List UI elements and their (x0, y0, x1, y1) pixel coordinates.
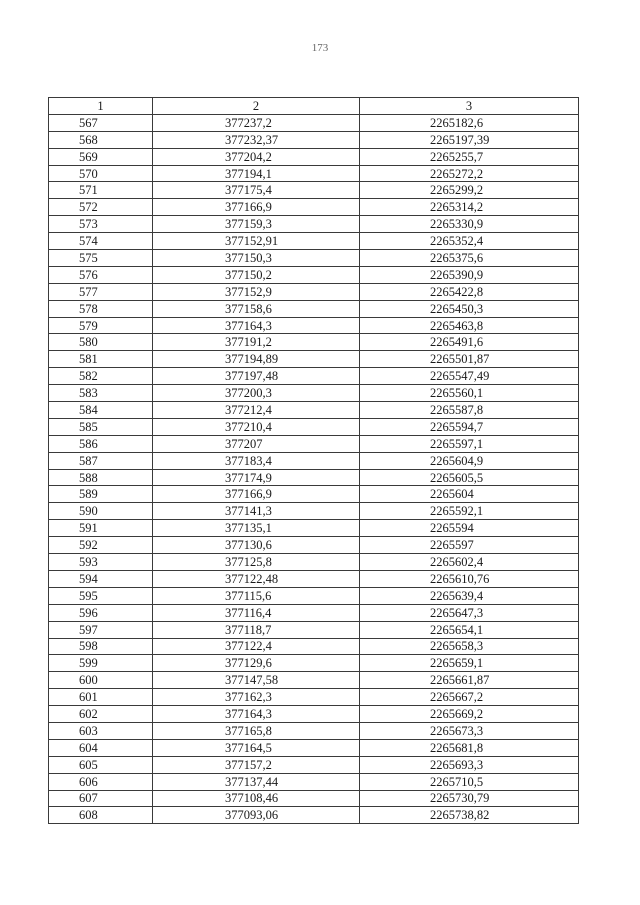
point-number-cell: 600 (49, 672, 153, 689)
table-row (49, 554, 579, 571)
point-number-cell: 585 (49, 418, 153, 435)
point-number-cell: 583 (49, 385, 153, 402)
point-number-cell: 607 (49, 790, 153, 807)
x-coordinate-cell: 377212,4 (153, 402, 360, 419)
y-coordinate-cell: 2265450,3 (360, 300, 579, 317)
table-row (49, 604, 579, 621)
point-number-cell: 594 (49, 570, 153, 587)
y-coordinate-cell: 2265547,49 (360, 368, 579, 385)
y-coordinate-cell: 2265330,9 (360, 216, 579, 233)
y-coordinate-cell: 2265375,6 (360, 250, 579, 267)
y-coordinate-cell: 2265658,3 (360, 638, 579, 655)
x-coordinate-cell: 377183,4 (153, 452, 360, 469)
y-coordinate-cell: 2265352,4 (360, 233, 579, 250)
point-number-cell: 604 (49, 739, 153, 756)
table-row (49, 435, 579, 452)
point-number-cell: 593 (49, 554, 153, 571)
point-number-cell: 595 (49, 587, 153, 604)
point-number-cell: 603 (49, 722, 153, 739)
point-number-cell: 569 (49, 148, 153, 165)
point-number-cell: 567 (49, 114, 153, 131)
y-coordinate-cell: 2265560,1 (360, 385, 579, 402)
table-row (49, 790, 579, 807)
table-row (49, 283, 579, 300)
x-coordinate-cell: 377174,9 (153, 469, 360, 486)
x-coordinate-cell: 377115,6 (153, 587, 360, 604)
point-number-cell: 572 (49, 199, 153, 216)
table-row (49, 570, 579, 587)
y-coordinate-cell: 2265587,8 (360, 402, 579, 419)
table-row (49, 739, 579, 756)
y-coordinate-cell: 2265647,3 (360, 604, 579, 621)
point-number-cell: 597 (49, 621, 153, 638)
point-number-cell: 591 (49, 520, 153, 537)
x-coordinate-cell: 377162,3 (153, 689, 360, 706)
y-coordinate-cell: 2265299,2 (360, 182, 579, 199)
y-coordinate-cell: 2265390,9 (360, 266, 579, 283)
x-coordinate-cell: 377130,6 (153, 537, 360, 554)
point-number-cell: 586 (49, 435, 153, 452)
table-row (49, 503, 579, 520)
x-coordinate-cell: 377164,3 (153, 317, 360, 334)
y-coordinate-cell: 2265669,2 (360, 706, 579, 723)
point-number-cell: 592 (49, 537, 153, 554)
point-number-cell: 589 (49, 486, 153, 503)
table-row (49, 672, 579, 689)
y-coordinate-cell: 2265681,8 (360, 739, 579, 756)
header-row (49, 98, 579, 115)
x-coordinate-cell: 377191,2 (153, 334, 360, 351)
point-number-cell: 608 (49, 807, 153, 824)
table-row (49, 807, 579, 824)
x-coordinate-cell: 377147,58 (153, 672, 360, 689)
y-coordinate-cell: 2265463,8 (360, 317, 579, 334)
y-coordinate-cell: 2265604 (360, 486, 579, 503)
point-number-cell: 573 (49, 216, 153, 233)
point-number-cell: 596 (49, 604, 153, 621)
point-number-cell: 580 (49, 334, 153, 351)
y-coordinate-cell: 2265730,79 (360, 790, 579, 807)
point-number-cell: 601 (49, 689, 153, 706)
table-row (49, 621, 579, 638)
y-coordinate-cell: 2265605,5 (360, 469, 579, 486)
x-coordinate-cell: 377232,37 (153, 131, 360, 148)
point-number-cell: 588 (49, 469, 153, 486)
table-row (49, 706, 579, 723)
point-number-cell: 590 (49, 503, 153, 520)
point-number-cell: 576 (49, 266, 153, 283)
y-coordinate-cell: 2265597,1 (360, 435, 579, 452)
x-coordinate-cell: 377237,2 (153, 114, 360, 131)
y-coordinate-cell: 2265182,6 (360, 114, 579, 131)
table-row (49, 351, 579, 368)
table-row (49, 114, 579, 131)
table-row (49, 773, 579, 790)
point-number-cell: 598 (49, 638, 153, 655)
x-coordinate-cell: 377125,8 (153, 554, 360, 571)
point-number-cell: 574 (49, 233, 153, 250)
table-row (49, 165, 579, 182)
y-coordinate-cell: 2265604,9 (360, 452, 579, 469)
y-coordinate-cell: 2265667,2 (360, 689, 579, 706)
x-coordinate-cell: 377197,48 (153, 368, 360, 385)
x-coordinate-cell: 377200,3 (153, 385, 360, 402)
x-coordinate-cell: 377150,3 (153, 250, 360, 267)
x-coordinate-cell: 377204,2 (153, 148, 360, 165)
point-number-cell: 584 (49, 402, 153, 419)
point-number-cell: 602 (49, 706, 153, 723)
y-coordinate-cell: 2265597 (360, 537, 579, 554)
point-number-cell: 579 (49, 317, 153, 334)
table-row (49, 520, 579, 537)
y-coordinate-cell: 2265610,76 (360, 570, 579, 587)
x-coordinate-cell: 377122,4 (153, 638, 360, 655)
table-row (49, 131, 579, 148)
column-header-2: 2 (153, 98, 360, 115)
y-coordinate-cell: 2265654,1 (360, 621, 579, 638)
table-row (49, 418, 579, 435)
x-coordinate-cell: 377194,89 (153, 351, 360, 368)
point-number-cell: 568 (49, 131, 153, 148)
table-row (49, 689, 579, 706)
point-number-cell: 599 (49, 655, 153, 672)
x-coordinate-cell: 377166,9 (153, 199, 360, 216)
point-number-cell: 606 (49, 773, 153, 790)
table-body (49, 114, 579, 823)
x-coordinate-cell: 377164,5 (153, 739, 360, 756)
point-number-cell: 578 (49, 300, 153, 317)
point-number-cell: 582 (49, 368, 153, 385)
table-row (49, 233, 579, 250)
y-coordinate-cell: 2265639,4 (360, 587, 579, 604)
x-coordinate-cell: 377152,91 (153, 233, 360, 250)
y-coordinate-cell: 2265710,5 (360, 773, 579, 790)
y-coordinate-cell: 2265738,82 (360, 807, 579, 824)
x-coordinate-cell: 377141,3 (153, 503, 360, 520)
y-coordinate-cell: 2265661,87 (360, 672, 579, 689)
table-row (49, 334, 579, 351)
table-row (49, 655, 579, 672)
x-coordinate-cell: 377194,1 (153, 165, 360, 182)
y-coordinate-cell: 2265491,6 (360, 334, 579, 351)
x-coordinate-cell: 377137,44 (153, 773, 360, 790)
x-coordinate-cell: 377165,8 (153, 722, 360, 739)
table-row (49, 317, 579, 334)
table-header (49, 98, 579, 115)
y-coordinate-cell: 2265422,8 (360, 283, 579, 300)
table-row (49, 452, 579, 469)
table-row (49, 216, 579, 233)
y-coordinate-cell: 2265314,2 (360, 199, 579, 216)
x-coordinate-cell: 377159,3 (153, 216, 360, 233)
y-coordinate-cell: 2265602,4 (360, 554, 579, 571)
x-coordinate-cell: 377207 (153, 435, 360, 452)
table-row (49, 587, 579, 604)
x-coordinate-cell: 377166,9 (153, 486, 360, 503)
table-row (49, 266, 579, 283)
table-row (49, 722, 579, 739)
point-number-cell: 587 (49, 452, 153, 469)
point-number-cell: 571 (49, 182, 153, 199)
column-header-1: 1 (49, 98, 153, 115)
x-coordinate-cell: 377152,9 (153, 283, 360, 300)
y-coordinate-cell: 2265501,87 (360, 351, 579, 368)
point-number-cell: 575 (49, 250, 153, 267)
table-row (49, 148, 579, 165)
x-coordinate-cell: 377175,4 (153, 182, 360, 199)
table-row (49, 537, 579, 554)
y-coordinate-cell: 2265592,1 (360, 503, 579, 520)
point-number-cell: 605 (49, 756, 153, 773)
point-number-cell: 577 (49, 283, 153, 300)
x-coordinate-cell: 377164,3 (153, 706, 360, 723)
x-coordinate-cell: 377116,4 (153, 604, 360, 621)
table-row (49, 486, 579, 503)
y-coordinate-cell: 2265693,3 (360, 756, 579, 773)
y-coordinate-cell: 2265659,1 (360, 655, 579, 672)
y-coordinate-cell: 2265594,7 (360, 418, 579, 435)
x-coordinate-cell: 377093,06 (153, 807, 360, 824)
x-coordinate-cell: 377158,6 (153, 300, 360, 317)
y-coordinate-cell: 2265197,39 (360, 131, 579, 148)
table-row (49, 182, 579, 199)
y-coordinate-cell: 2265272,2 (360, 165, 579, 182)
y-coordinate-cell: 2265594 (360, 520, 579, 537)
x-coordinate-cell: 377157,2 (153, 756, 360, 773)
y-coordinate-cell: 2265255,7 (360, 148, 579, 165)
column-header-3: 3 (360, 98, 579, 115)
y-coordinate-cell: 2265673,3 (360, 722, 579, 739)
point-number-cell: 581 (49, 351, 153, 368)
table-row (49, 638, 579, 655)
table-row (49, 368, 579, 385)
x-coordinate-cell: 377210,4 (153, 418, 360, 435)
page-number: 173 (311, 42, 329, 54)
x-coordinate-cell: 377108,46 (153, 790, 360, 807)
table-row (49, 300, 579, 317)
table-row (49, 199, 579, 216)
table-row (49, 469, 579, 486)
x-coordinate-cell: 377150,2 (153, 266, 360, 283)
x-coordinate-cell: 377135,1 (153, 520, 360, 537)
table-row (49, 756, 579, 773)
x-coordinate-cell: 377129,6 (153, 655, 360, 672)
coordinates-table (48, 97, 579, 824)
x-coordinate-cell: 377118,7 (153, 621, 360, 638)
point-number-cell: 570 (49, 165, 153, 182)
table-row (49, 250, 579, 267)
x-coordinate-cell: 377122,48 (153, 570, 360, 587)
table-row (49, 402, 579, 419)
table-row (49, 385, 579, 402)
